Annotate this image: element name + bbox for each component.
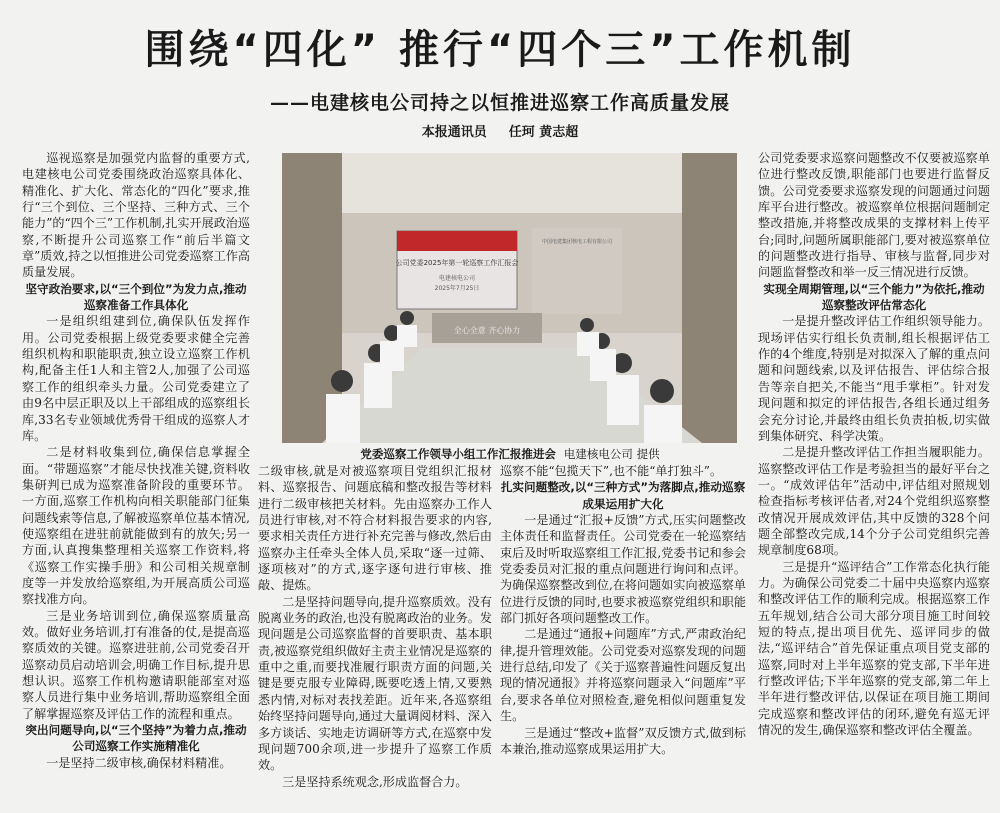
paragraph: 公司党委要求巡察问题整改不仅要被巡察单位进行整改反馈,职能部门也要进行监督反馈。公司党委要求巡察发现的问题通过问题库平台进行整改。被巡察单位根据问题制定整改措施,并将整改成果的支撑材料上传平台;同时,问题所属职能部门,要对被巡察单位的问题整改进行指导、审核与监督,同步对问题监督整改和举一反三情况进行反馈。 xyxy=(758,151,990,280)
wall-plaque: 中国电建集团核电工程有限公司 xyxy=(541,239,613,245)
paragraph: 二是提升整改评估工作担当履职能力。巡察整改评估工作是考验担当的最好平台之一。“成效评估年”活动中,评估组对照规划检查指标考核评估者,对24个党组织巡察整改情况开展成效评估,其中反馈的328个问题全部整改完成,14个分子公司党组织完善规章制度68项。 xyxy=(758,445,990,558)
wall-board-text: 全心全意 齐心协力 xyxy=(453,326,521,335)
meeting-photo-illustration xyxy=(282,153,737,443)
byline xyxy=(0,121,1000,140)
paragraph: 二是坚持问题导向,提升巡察质效。没有脱离业务的政治,也没有脱离政治的业务。发现问题是公司巡察监督的首要职责、基本职责,被巡察党组织做好主责主业情况是巡察的重中之重,而要找准履行职责方面的问题,关键是要克服专业障碍,既要吃透上情,又要熟悉内情,对标对表找差距。近年来,各巡察组始终坚持问题导向,通过大量调阅材料、深入多方谈话、实地走访调研等方式,在巡察中发现问题700余项,进一步提升了巡察工作质效。 xyxy=(258,594,492,773)
screen-title: 公司党委2025年第一轮巡察工作汇报会 xyxy=(395,259,519,267)
article-column-2 xyxy=(258,463,492,809)
paragraph: 三是业务培训到位,确保巡察质量高效。做好业务培训,打有准备的仗,是提高巡察质效的关键。巡察进驻前,公司党委召开巡察动员启动培训会,明确工作目标,提升思想认识。巡察工作机构邀请职能部室对巡察人员进行集中业务培训,帮助巡察组全面了解掌握巡察及评估工作的流程和重点。 xyxy=(22,608,250,721)
paragraph: 三是坚持系统观念,形成监督合力。 xyxy=(282,774,468,789)
meeting-photo xyxy=(282,153,737,443)
screen-line-3: 2025年7月25日 xyxy=(434,285,480,292)
section-heading: 突出问题导向,以“三个坚持”为着力点,推动公司巡察工作实施精准化 xyxy=(25,723,247,754)
paragraph: 二是通过“通报+问题库”方式,严肃政治纪律,提升管理效能。公司党委对巡察发现的问题进行总结,印发了《关于巡察普遍性问题反复出现的情况通报》并将巡察问题录入“问题库”平台,要求各单位对照检查,避免相似问题重复发生。 xyxy=(500,627,746,724)
photo-caption xyxy=(290,446,730,462)
photo-credit: 电建核电公司 提供 xyxy=(563,447,660,461)
article-column-4 xyxy=(758,150,990,810)
subheadline: ——电建核电公司持之以恒推进巡察工作高质量发展 xyxy=(269,92,730,114)
paragraph: 一是通过“汇报+反馈”方式,压实问题整改主体责任和监督责任。公司党委在一轮巡察结束后及时听取巡察组工作汇报,党委书记和参会党委委员对汇报的重点问题进行询问和点评。为确保巡察整改到位,在将问题如实向被巡察单位进行反馈的同时,也要求被巡察党组织和职能部门抓好各项问题整改工作。 xyxy=(500,513,746,626)
paragraph: 一是坚持二级审核,确保材料精准。 xyxy=(46,755,232,770)
section-heading: 坚守政治要求,以“三个到位”为发力点,推动巡察准备工作具体化 xyxy=(25,281,247,313)
paragraph: 二级审核,就是对被巡察项目党组织汇报材料、巡察报告、问题底稿和整改报告等材料进行二级审核把关材料。先由巡察办工作人员进行审核,对不符合材料报告要求的内容,要求相关责任方进行补充完善与修改,然后由巡察办主任牵头全体人员,采取“逐一过筛、逐项核对”的方式,逐字逐句进行审核、推敲、提炼。 xyxy=(258,464,492,593)
section-heading: 扎实问题整改,以“三种方式”为落脚点,推动巡察成果运用扩大化 xyxy=(500,480,746,511)
paragraph: 三是提升“巡评结合”工作常态化执行能力。为确保公司党委二十届中央巡察内巡察和整改评估工作的顺利完成。根据巡察工作五年规划,结合公司大部分项目施工时间较短的特点,提出项目优先、巡评同步的做法,“巡评结合”首先保证重点项目党支部的巡察,同时对上半年巡察的党支部,下半年进行整改评估;下半年巡察的党支部,第二年上半年进行整改评估,以保证在项目施工期间完成巡察和整改评估的闭环,避免有巡无评情况的发生,确保巡察和整改评估全覆盖。 xyxy=(758,559,990,738)
article-column-3 xyxy=(500,463,746,809)
paragraph: 二是材料收集到位,确保信息掌握全面。“带题巡察”才能尽快找准关键,资料收集研判已成为巡察准备阶段的重要环节。一方面,巡察工作机构向相关职能部门征集问题线索等信息,了解被巡察单位基本情况,使巡察组在进驻前就能做到有的放矢;另一方面,认真搜集整理相关巡察工作资料,将《巡察工作实操手册》和公司相关规章制度等一并发放给巡察组,为开展高质公司巡察找准方向。 xyxy=(22,445,250,607)
authors: 任珂 黄志超 xyxy=(508,125,579,140)
paragraph: 三是通过“整改+监督”双反馈方式,做到标本兼治,推动巡察成果运用扩大。 xyxy=(500,725,746,756)
screen-line-2: 电建核电公司 xyxy=(438,275,476,282)
article-column-1 xyxy=(22,150,250,810)
reporter-label: 本报通讯员 xyxy=(421,125,487,140)
paragraph: 一是组织组建到位,确保队伍发挥作用。公司党委根据上级党委要求健全完善组织机构和职能职责,独立设立巡察工作机构,配备主任1人和主管2人,加强了公司巡察工作的组织牵头力量。公司党委建立了由9名中层正职及以上干部组成的巡察组长库,33名专业领域优秀骨干组成的巡察人才库。 xyxy=(22,314,250,443)
headline: 围绕“四化” 推行“四个三”工作机制 xyxy=(144,27,856,73)
paragraph: 巡察不能“包揽天下”,也不能“单打独斗”。 xyxy=(500,464,723,478)
paragraph: 一是提升整改评估工作组织领导能力。现场评估实行组长负责制,组长根据评估工作的4个维度,特别是对拟深入了解的重点问题和问题线索,以及评估报告、评估综合报告等亲自把关,不能当“甩手掌柜”。针对发现问题和拟定的评估报告,各组长通过组务会充分讨论,并最终由组长负责拍板,切实做到集体研究、科学决策。 xyxy=(758,314,990,443)
section-heading: 实现全周期管理,以“三个能力”为依托,推动巡察整改评估常态化 xyxy=(763,281,985,313)
caption-text: 党委巡察工作领导小组工作汇报推进会 xyxy=(360,447,556,461)
paragraph: 巡视巡察是加强党内监督的重要方式,电建核电公司党委围绕政治巡察具体化、精准化、扩大化、常态化的“四化”要求,推行“三个到位、三个坚持、三种方式、三个能力”的“四个三”工作机制,扎实开展政治巡察,不断提升公司巡察工作“前后半篇文章”质效,持之以恒推进公司党委巡察工作高质量发展。 xyxy=(22,151,250,280)
